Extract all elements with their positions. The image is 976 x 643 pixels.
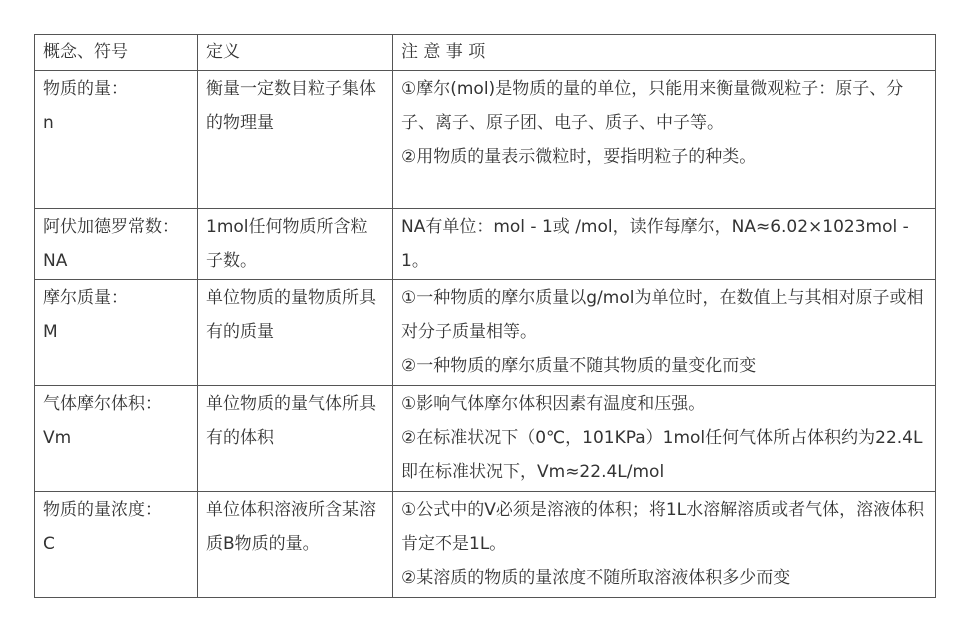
notes-cell xyxy=(393,492,936,598)
concept-symbol: M xyxy=(43,322,58,342)
concept-name: 阿伏加德罗常数： xyxy=(43,217,179,237)
concept-symbol: C xyxy=(43,534,55,554)
concept-name: 气体摩尔体积： xyxy=(43,394,162,414)
note-item: ②用物质的量表示微粒时，要指明粒子的种类。 xyxy=(401,147,757,167)
notes-cell xyxy=(393,386,936,492)
header-definition: 定义 xyxy=(198,35,393,71)
note-item: NA有单位：mol - 1或 /mol，读作每摩尔，NA≈6.02×1023mol - 1。 xyxy=(401,217,909,271)
notes-cell xyxy=(393,280,936,386)
header-concept: 概念、符号 xyxy=(35,35,198,71)
table-row xyxy=(35,386,936,492)
table-row xyxy=(35,209,936,280)
note-item: ①一种物质的摩尔质量以g/mol为单位时，在数值上与其相对原子或相对分子质量相等。 xyxy=(401,288,924,342)
definition-cell: 1mol任何物质所含粒子数。 xyxy=(198,209,393,280)
notes-cell xyxy=(393,209,936,280)
concept-symbol: NA xyxy=(43,251,68,271)
note-item: ①影响气体摩尔体积因素有温度和压强。 xyxy=(401,394,706,414)
notes-cell xyxy=(393,71,936,209)
concept-symbol: n xyxy=(43,113,54,133)
concept-cell xyxy=(35,71,198,209)
note-item: ②在标准状况下（0℃，101KPa）1mol任何气体所占体积约为22.4L即在标准状况下，Vm≈22.4L/mol xyxy=(401,428,923,482)
table-row xyxy=(35,71,936,209)
table-header-row xyxy=(35,35,936,71)
note-item: ②某溶质的物质的量浓度不随所取溶液体积多少而变 xyxy=(401,568,791,588)
definition-cell: 单位体积溶液所含某溶质B物质的量。 xyxy=(198,492,393,598)
note-item: ①摩尔(mol)是物质的量的单位，只能用来衡量微观粒子：原子、分子、离子、原子团、电子、质子、中子等。 xyxy=(401,79,904,133)
definition-cell: 衡量一定数目粒子集体的物理量 xyxy=(198,71,393,209)
definition-cell: 单位物质的量气体所具有的体积 xyxy=(198,386,393,492)
concept-name: 物质的量浓度： xyxy=(43,500,162,520)
table-row xyxy=(35,492,936,598)
concept-cell xyxy=(35,209,198,280)
concept-cell xyxy=(35,492,198,598)
note-item: ①公式中的V必须是溶液的体积；将1L水溶解溶质或者气体，溶液体积肯定不是1L。 xyxy=(401,500,925,554)
header-notes: 注 意 事 项 xyxy=(393,35,936,71)
concept-cell xyxy=(35,386,198,492)
concept-name: 摩尔质量： xyxy=(43,288,128,308)
concept-name: 物质的量： xyxy=(43,79,128,99)
concept-symbol: Vm xyxy=(43,428,72,448)
concept-cell xyxy=(35,280,198,386)
definition-cell: 单位物质的量物质所具有的质量 xyxy=(198,280,393,386)
concepts-table xyxy=(34,34,936,598)
note-item: ②一种物质的摩尔质量不随其物质的量变化而变 xyxy=(401,356,757,376)
table-row xyxy=(35,280,936,386)
